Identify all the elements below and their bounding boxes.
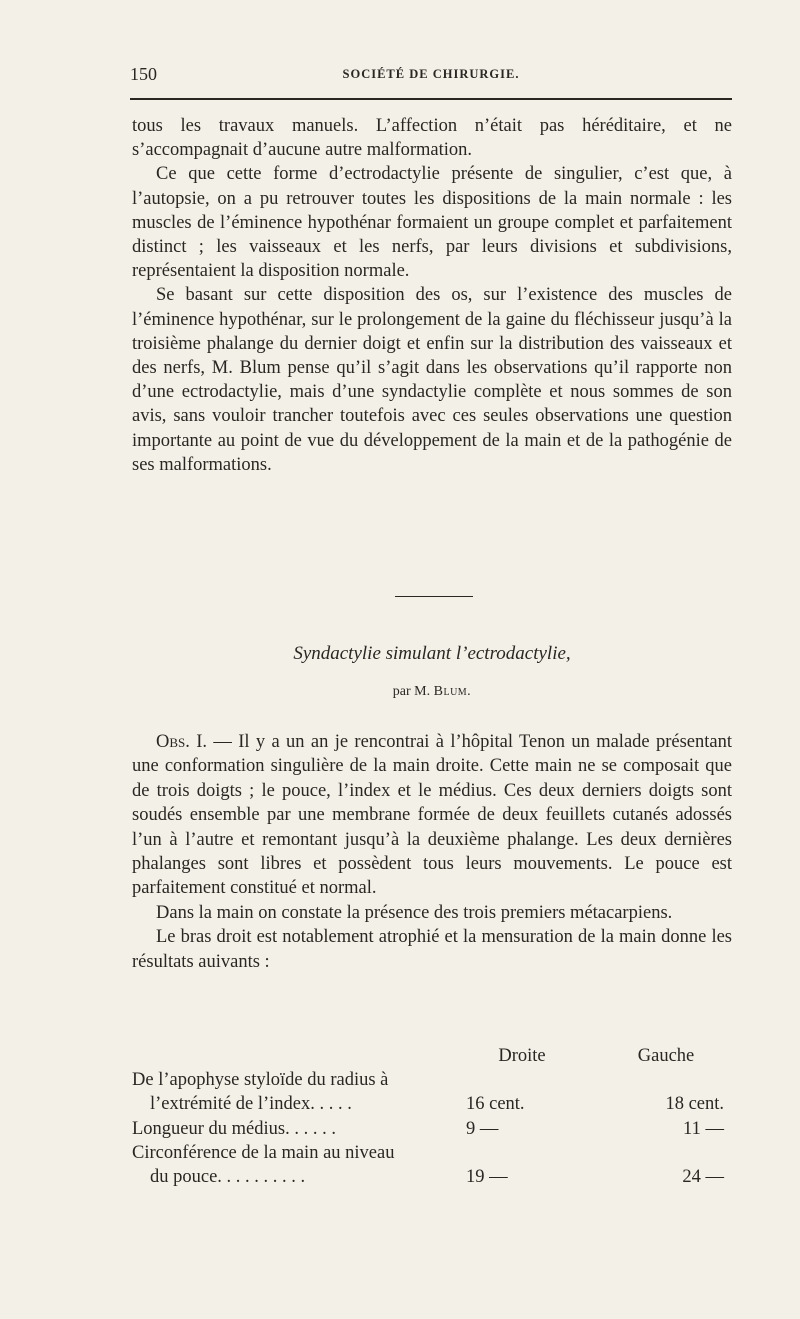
row-label: du pouce. . . . . . . . . . <box>150 1166 306 1187</box>
table-row <box>132 1117 732 1141</box>
table-row <box>132 1092 732 1116</box>
cell-gauche: 24 — <box>682 1166 724 1187</box>
article-title: Syndactylie simulant l’ectrodactylie, <box>293 643 571 664</box>
cell-gauche: 18 cent. <box>665 1094 724 1115</box>
table-row <box>132 1141 732 1165</box>
section-divider <box>395 596 473 597</box>
table-row <box>132 1068 732 1092</box>
observation-paragraph: Le bras droit est notablement atrophié et la mensuration de la main donne les résultats auivants : <box>132 927 732 972</box>
observation-body: — Il y a un an je rencontrai à l’hôpital Tenon un malade présentant une conformation singulière de la main droite. Cette main ne se composait que de trois doigts ; le pouce, l’index et le médius. Ces deux derniers doigts sont soudés ensemble par une membrane formée de deux feuillets cutanés adossés l’un à l’autre et remontant jusqu’à la deuxième phalange. Les deux dernières phalanges sont libres et possèdent tous leurs mouvements. Le pouce est parfaitement constitué et normal. <box>132 732 732 899</box>
cell-gauche: 11 — <box>683 1118 724 1139</box>
paragraph: Se basant sur cette disposition des os, sur l’existence des muscles de l’éminence hypothénar, sur le prolongement de la gaine du fléchisseur jusqu’à la troisième phalange du dernier doigt et enfin sur la distribution des vaisseaux et des nerfs, M. Blum pense qu’il s’agit dans les observations qu’il rapporte non d’une ectrodactylie, mais d’une syndactylie complète et nous sommes de son avis, sans vouloir trancher toutefois avec ces seules observations une question importante au point de vue du développement de la main et de la pathogénie de ses malformations. <box>132 285 732 475</box>
cell-droite: 9 — <box>466 1118 499 1139</box>
observation-paragraph: Dans la main on constate la présence des trois premiers métacarpiens. <box>156 902 673 923</box>
byline-prefix: par M. <box>392 684 434 699</box>
table-header-row <box>132 1044 732 1068</box>
row-label: De l’apophyse styloïde du radius à <box>132 1070 389 1091</box>
observation-text <box>132 730 732 974</box>
observation-label: Obs. I. <box>156 732 208 752</box>
paragraph: tous les travaux manuels. L’affection n’était pas héréditaire, et ne s’accompagnait d’aucune autre malformation. <box>132 116 732 161</box>
body-text <box>132 114 732 477</box>
running-head: SOCIÉTÉ DE CHIRURGIE. <box>342 67 520 81</box>
column-header-droite: Droite <box>498 1046 546 1066</box>
measurement-table <box>132 1044 732 1189</box>
column-header-gauche: Gauche <box>637 1046 695 1066</box>
row-label: l’extrémité de l’index. . . . . <box>150 1094 352 1115</box>
author-name: Blum. <box>433 684 472 699</box>
paragraph: Ce que cette forme d’ectrodactylie présente de singulier, c’est que, à l’autopsie, on a pu retrouver toutes les dispositions de la main normale : les muscles de l’éminence hypothénar formaient un groupe complet et parfaitement distinct ; les vaisseaux et les nerfs, par leurs divisions et subdivisions, représentaient la disposition normale. <box>132 164 732 282</box>
row-label: Circonférence de la main au niveau <box>132 1142 395 1163</box>
row-label: Longueur du médius. . . . . . <box>132 1118 336 1139</box>
cell-droite: 16 cent. <box>466 1094 525 1115</box>
table-row <box>132 1165 732 1189</box>
page-header <box>130 64 732 88</box>
header-rule <box>130 98 732 100</box>
observation-paragraph <box>132 730 732 901</box>
byline <box>132 684 732 700</box>
page-number: 150 <box>130 64 157 84</box>
cell-droite: 19 — <box>466 1166 508 1187</box>
